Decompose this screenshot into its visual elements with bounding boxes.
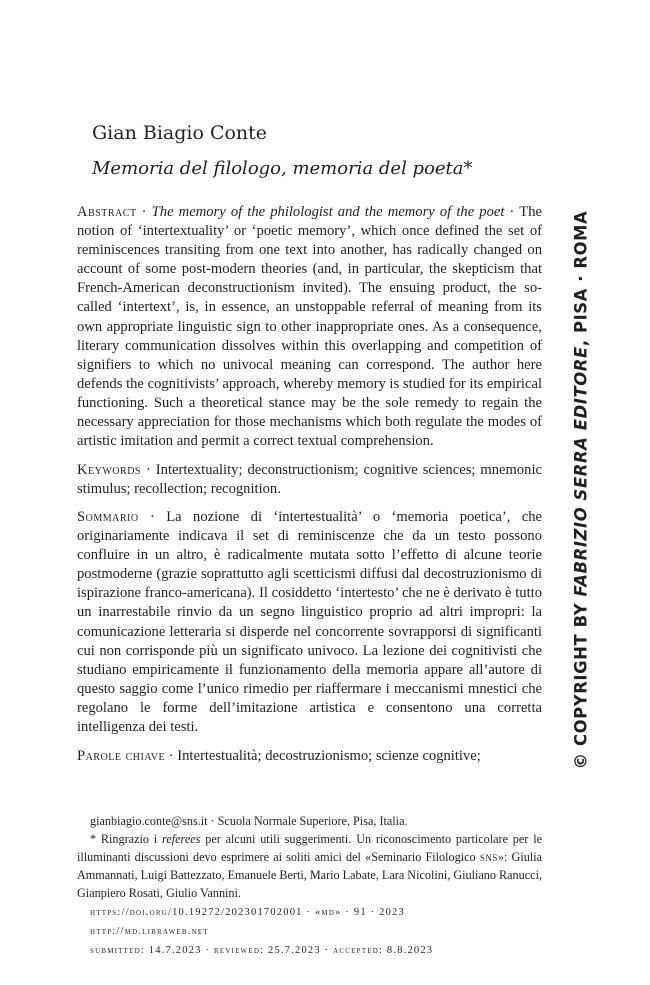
footnote-text-b: per alcuni utili suggerimenti. Un riconoscimento particolare per le illuminanti discussioni devo esprimere ai soliti amici del «Seminario Filologico [77, 832, 542, 864]
copyright-publisher: FABRIZIO SERRA EDITORE [571, 346, 591, 597]
keywords-text: Intertextuality; deconstructionism; cognitive sciences; mnemonic stimulus; recollection; recognition. [77, 462, 542, 498]
author-name: Gian Biagio Conte [92, 122, 268, 144]
sommario-text: La nozione di ‘intertestualità’ o ‘memoria poetica’, che originariamente indicava il set di reminiscenze che da un testo possono confluire in un altro, è radicalmente mutata sotto l’effetto di alcune teorie postmoderne (grazie soprattutto agli scetticismi diffusi dal decostruzionismo di ispirazione franco-americana). Il cosiddetto ‘intertesto’ che ne è derivato è tutto un inarrestabile rinvio da un segno linguistico proprio ad altri impropri: la comunicazione letteraria si disperde nel concorrente sovrapporsi di significanti cui non corrisponde più un significato univoco. La lezione dei cognitivisti che studiano empiricamente il funzionamento della memoria appare all’autore di questo saggio come l’unico rimedio per riaffermare i meccanismi mnestici che regolano le forme dell’imitazione artistica e consentono una corretta intelligenza dei testi. [77, 509, 542, 736]
footnote-sns: sns [479, 850, 498, 864]
footnote-text-c: »: Giulia Ammannati, Luigi Battezzato, Emanuele Berti, Mario Labate, Lara Nicolini, Giuliano Ranucci, Gianpiero Rosati, Giulio Vannini. [77, 850, 542, 900]
abstract-label: Abstract [77, 204, 137, 220]
parole-chiave-label: Parole chiave [77, 748, 166, 764]
abstract-separator-2: · [504, 204, 520, 220]
sommario-label: Sommario [77, 509, 139, 525]
parole-chiave-section [77, 747, 542, 766]
author-contact: gianbiagio.conte@sns.it · Scuola Normale Superiore, Pisa, Italia. [90, 814, 408, 828]
parole-chiave-separator: · [165, 748, 178, 764]
doi-line: https://doi.org/10.19272/202301702001 · «md» · 91 · 2023 [90, 907, 405, 918]
copyright-suffix: , PISA · ROMA [571, 210, 591, 347]
sommario-section [77, 508, 542, 737]
acknowledgement-footnote [77, 830, 542, 902]
website-line: http://md.libraweb.net [90, 926, 209, 937]
sommario-separator: · [138, 509, 167, 525]
copyright-prefix: © COPYRIGHT BY [571, 596, 591, 770]
article-title: Memoria del filologo, memoria del poeta* [92, 158, 473, 179]
abstract-section [77, 203, 542, 451]
keywords-label: Keywords [77, 462, 141, 478]
parole-chiave-text: Intertestualità; decostruzionismo; scienze cognitive; [177, 748, 481, 764]
abstract-separator: · [136, 204, 152, 220]
submission-dates: submitted: 14.7.2023 · reviewed: 25.7.2023 · accepted: 8.8.2023 [90, 945, 434, 956]
copyright-notice [572, 211, 591, 770]
keywords-separator: · [140, 462, 156, 478]
footnote-text-a: * Ringrazio i [90, 832, 163, 846]
abstract-subtitle: The memory of the philologist and the memory of the poet [151, 204, 505, 220]
abstract-text: The notion of ‘intertextuality’ or ‘poetic memory’, which once defined the set of reminiscences transiting from one text into another, has radically changed on account of some post-modern theories (and, in particular, the skepticism that French-American deconstructionism invited). The ensuing product, the so-called ‘intertext’, is, in essence, an unstoppable referral of meaning from its own appropriate linguistic sign to other inappropriate ones. As a consequence, literary communication dissolves within this overlapping and competition of signifiers to which no univocal meaning can correspond. The author here defends the cognitivists’ approach, whereby memory is studied for its empirical functioning. Such a theoretical stance may be the sole remedy to regain the necessary appreciation for those mechanisms which both regulate the modes of artistic imitation and permit a correct textual comprehension. [77, 204, 542, 450]
footnote-referees: referees [162, 832, 201, 846]
keywords-section [77, 461, 542, 499]
